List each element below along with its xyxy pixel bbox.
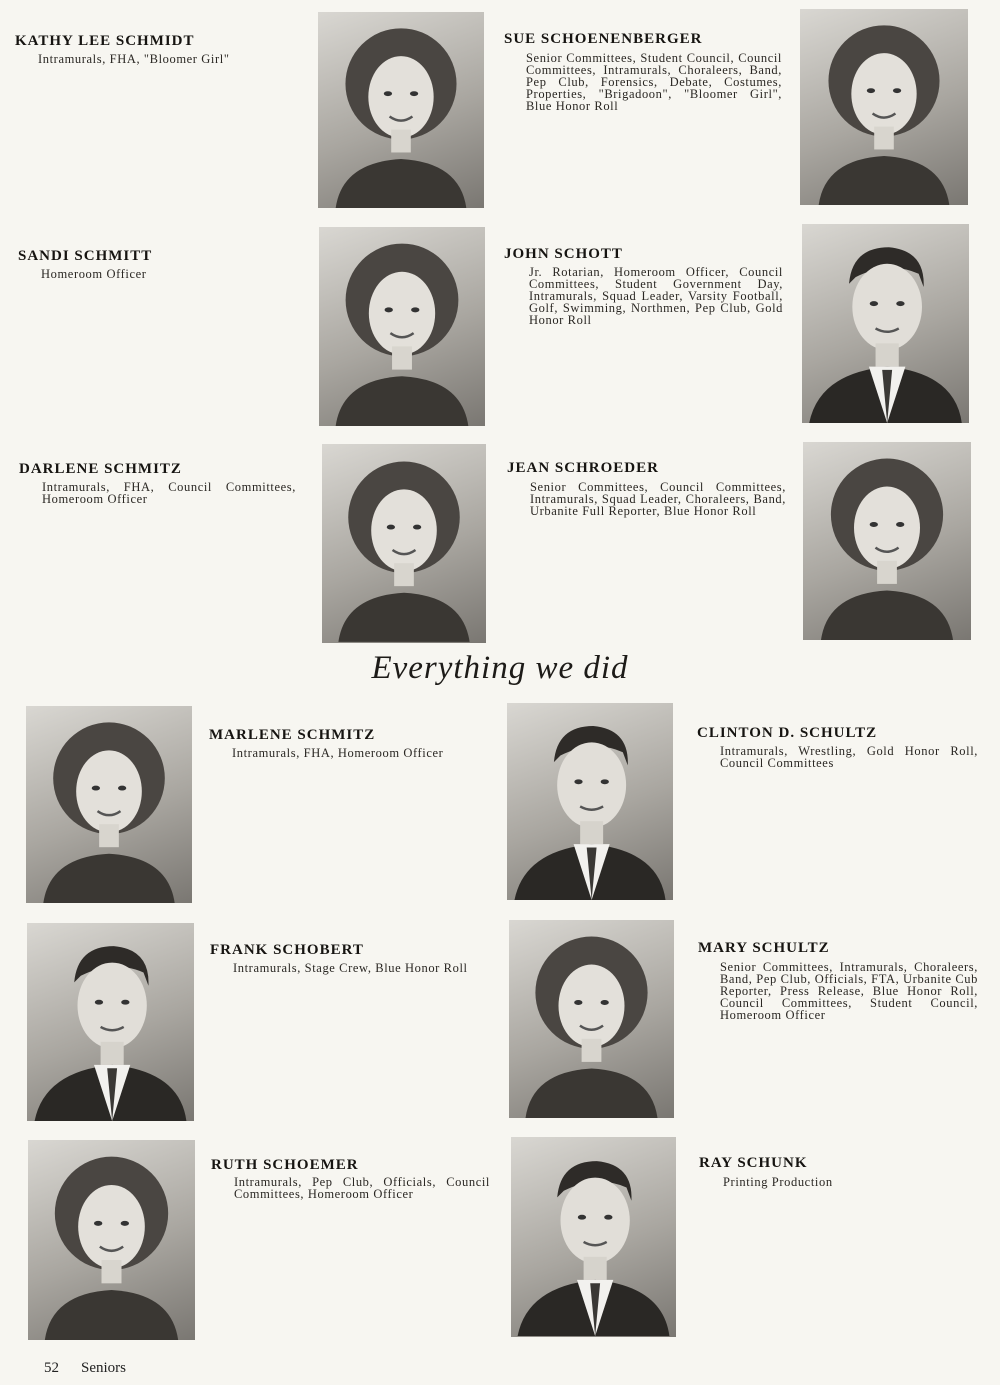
student-activities: Intramurals, Wrestling, Gold Honor Roll, Council Committees	[720, 744, 978, 770]
student-activities: Intramurals, FHA, Homeroom Officer	[232, 746, 444, 760]
student-name: DARLENE SCHMITZ	[19, 461, 182, 477]
portrait-photo	[800, 9, 968, 205]
student-activities: Intramurals, Stage Crew, Blue Honor Roll	[233, 961, 468, 975]
portrait-photo	[27, 923, 194, 1121]
student-name: CLINTON D. SCHULTZ	[697, 725, 878, 741]
student-name: SANDI SCHMITT	[18, 248, 153, 264]
student-activities: Intramurals, Pep Club, Officials, Council Committees, Homeroom Officer	[234, 1175, 490, 1201]
portrait-photo	[507, 703, 673, 900]
student-name: MARY SCHULTZ	[698, 940, 830, 956]
portrait-photo	[322, 444, 486, 643]
student-name: JOHN SCHOTT	[504, 246, 623, 262]
portrait-photo	[509, 920, 674, 1118]
student-activities: Senior Committees, Intramurals, Choraleers, Band, Pep Club, Officials, FTA, Urbanite Cub Reporter, Press Release, Blue Honor Roll, Council Committees, Student Council, Homeroom Officer	[720, 960, 978, 1022]
student-activities: Senior Committees, Student Council, Council Committees, Intramurals, Choraleers, Band, Pep Club, Forensics, Debate, Costumes, Properties, "Brigadoon", "Bloomer Girl", Blue Honor Roll	[526, 51, 782, 113]
student-activities: Intramurals, FHA, "Bloomer Girl"	[38, 52, 230, 66]
student-name: MARLENE SCHMITZ	[209, 727, 376, 743]
page-number: 52	[44, 1360, 59, 1376]
student-activities: Homeroom Officer	[41, 267, 147, 281]
section-heading: Everything we did	[371, 650, 629, 686]
student-activities: Printing Production	[723, 1175, 833, 1189]
student-name: RAY SCHUNK	[699, 1155, 808, 1171]
portrait-photo	[28, 1140, 195, 1340]
portrait-photo	[803, 442, 971, 640]
student-name: KATHY LEE SCHMIDT	[15, 33, 195, 49]
student-name: SUE SCHOENENBERGER	[504, 31, 703, 47]
portrait-photo	[318, 12, 484, 208]
portrait-photo	[26, 706, 192, 903]
portrait-photo	[802, 224, 969, 423]
student-activities: Jr. Rotarian, Homeroom Officer, Council Committees, Student Government Day, Intramurals, Squad Leader, Varsity Football, Golf, Swimming, Northmen, Pep Club, Gold Honor Roll	[529, 265, 783, 327]
student-name: FRANK SCHOBERT	[210, 942, 364, 958]
student-name: JEAN SCHROEDER	[507, 460, 659, 476]
portrait-photo	[511, 1137, 676, 1337]
portrait-photo	[319, 227, 485, 426]
section-label: Seniors	[81, 1360, 126, 1376]
student-activities: Senior Committees, Council Committees, Intramurals, Squad Leader, Choraleers, Band, Urbanite Full Reporter, Blue Honor Roll	[530, 480, 786, 518]
student-name: RUTH SCHOEMER	[211, 1157, 359, 1173]
student-activities: Intramurals, FHA, Council Committees, Homeroom Officer	[42, 480, 296, 506]
